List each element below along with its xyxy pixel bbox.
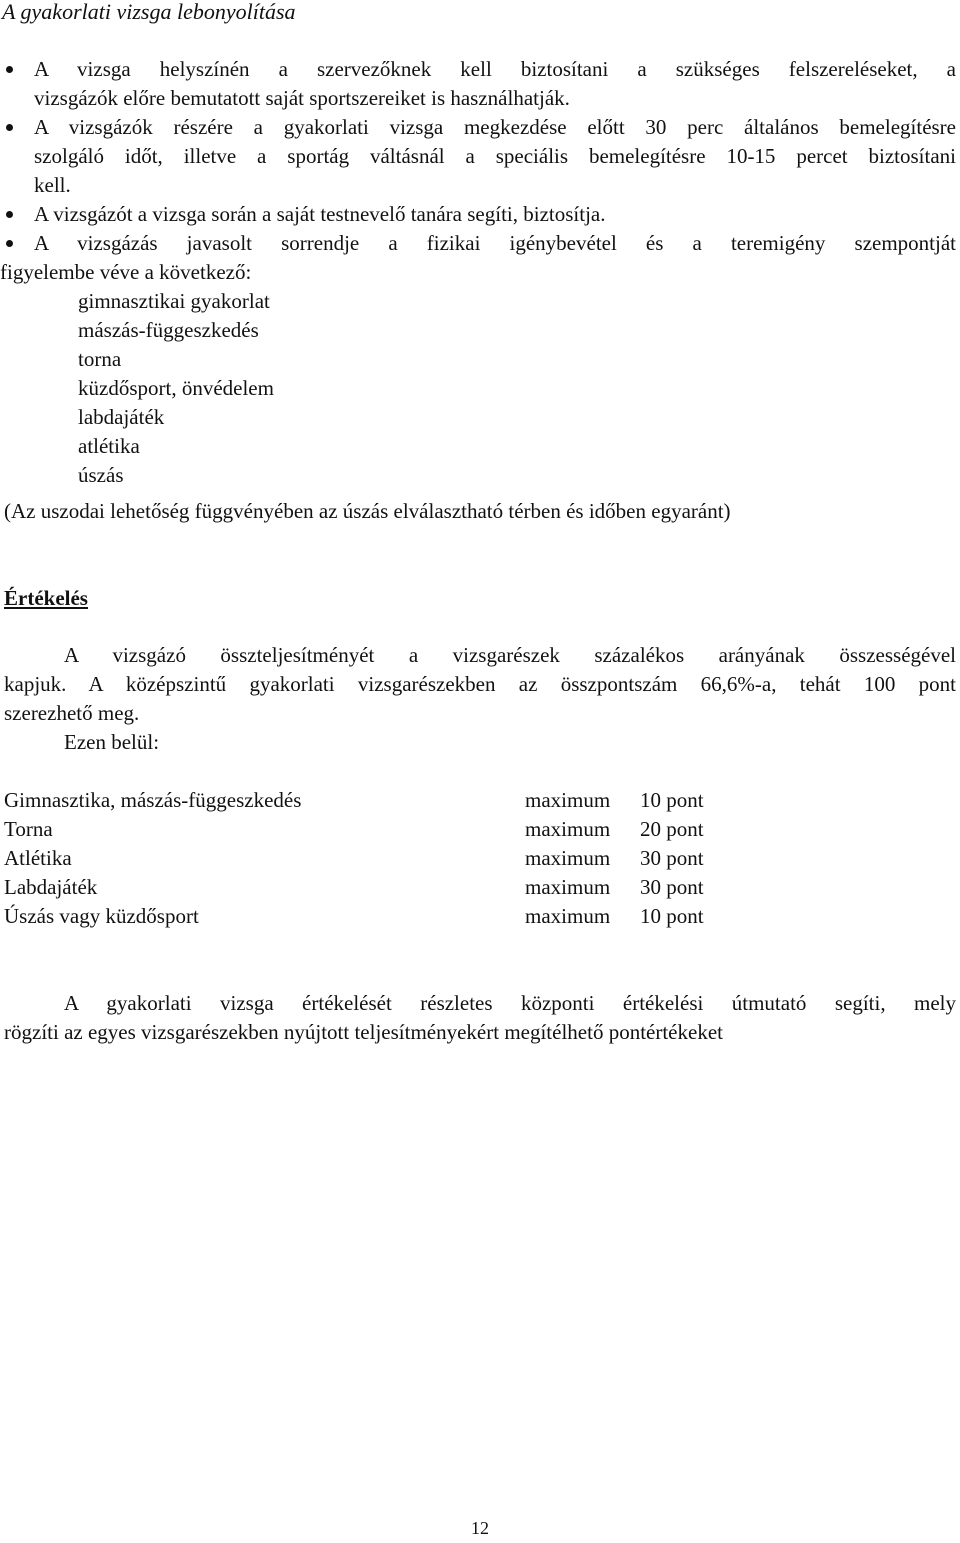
- score-points: 30 pont: [640, 846, 704, 870]
- score-points: 20 pont: [640, 817, 704, 841]
- bullet-text-line: A vizsgázók részére a gyakorlati vizsga megkezdése előtt 30 perc általános bemelegítésre: [34, 115, 956, 139]
- paragraph-line: A vizsgázó összteljesítményét a vizsgarészek százalékos arányának összességével: [64, 643, 956, 667]
- sequence-item: úszás: [78, 463, 124, 487]
- bullet-dot-icon: [6, 211, 13, 218]
- bullet-text-line: figyelembe véve a következő:: [0, 260, 252, 284]
- bullet-item: [0, 55, 956, 113]
- bullet-item: [0, 200, 956, 229]
- paragraph-line: rögzíti az egyes vizsgarészekben nyújtott teljesítményekért megítélhető pontértékeket: [4, 1020, 723, 1044]
- bullet-item: [0, 113, 956, 200]
- bullet-dot-icon: [6, 66, 13, 73]
- bullet-text-line: A vizsgázás javasolt sorrendje a fizikai igénybevétel és a teremigény szempontját: [34, 231, 956, 255]
- sequence-list: [0, 287, 956, 490]
- paragraph-line: kapjuk. A középszintű gyakorlati vizsgarészekben az összpontszám 66,6%-a, tehát 100 pont: [4, 672, 956, 696]
- score-max-label: maximum: [525, 817, 611, 841]
- sequence-item: atlétika: [78, 434, 140, 458]
- bullet-text-line: A vizsga helyszínén a szervezőknek kell biztosítani a szükséges felszereléseket, a: [34, 57, 956, 81]
- closing-paragraph: [4, 989, 956, 1047]
- score-category: Torna: [4, 817, 53, 841]
- paragraph-line: Ezen belül:: [64, 730, 160, 754]
- sequence-item: labdajáték: [78, 405, 165, 429]
- score-category: Gimnasztika, mászás-függeszkedés: [4, 788, 302, 812]
- sequence-item: torna: [78, 347, 122, 371]
- bullet-item: [0, 229, 956, 490]
- sequence-item: mászás-függeszkedés: [78, 318, 259, 342]
- score-points: 30 pont: [640, 875, 704, 899]
- score-category: Labdajáték: [4, 875, 98, 899]
- paragraph-line: A gyakorlati vizsga értékelését részletes központi értékelési útmutató segíti, mely: [64, 991, 956, 1015]
- bullet-list: [0, 55, 956, 490]
- bullet-text-line: vizsgázók előre bemutatott saját sportszereiket is használhatják.: [34, 86, 570, 110]
- bullet-text-line: A vizsgázót a vizsga során a saját testnevelő tanára segíti, biztosítja.: [34, 202, 606, 226]
- score-max-label: maximum: [525, 846, 611, 870]
- bullet-dot-icon: [6, 240, 13, 247]
- score-max-label: maximum: [525, 788, 611, 812]
- paragraph-line: szerezhető meg.: [4, 701, 140, 725]
- bullet-dot-icon: [6, 124, 13, 131]
- score-category: Úszás vagy küzdősport: [4, 904, 199, 928]
- sequence-item: küzdősport, önvédelem: [78, 376, 274, 400]
- bullet-text-line: szolgáló időt, illetve a sportág váltásnál a speciális bemelegítésre 10-15 percet biztosítani: [34, 144, 956, 168]
- score-row: [4, 844, 764, 873]
- score-points: 10 pont: [640, 788, 704, 812]
- score-row: [4, 815, 764, 844]
- page-number: 12: [471, 1518, 489, 1538]
- section-heading: A gyakorlati vizsga lebonyolítása: [2, 0, 296, 24]
- swimming-note: (Az uszodai lehetőség függvényében az úszás elválasztható térben és időben egyaránt): [4, 499, 731, 523]
- sequence-item: gimnasztikai gyakorlat: [78, 289, 270, 313]
- score-row: [4, 873, 764, 902]
- score-category: Atlétika: [4, 846, 72, 870]
- score-row: [4, 786, 764, 815]
- bullet-text-line: kell.: [34, 173, 71, 197]
- score-table: [4, 786, 764, 931]
- evaluation-paragraph: [4, 641, 956, 757]
- score-max-label: maximum: [525, 904, 611, 928]
- score-row: [4, 902, 764, 931]
- evaluation-title: Értékelés: [4, 586, 88, 610]
- score-points: 10 pont: [640, 904, 704, 928]
- score-max-label: maximum: [525, 875, 611, 899]
